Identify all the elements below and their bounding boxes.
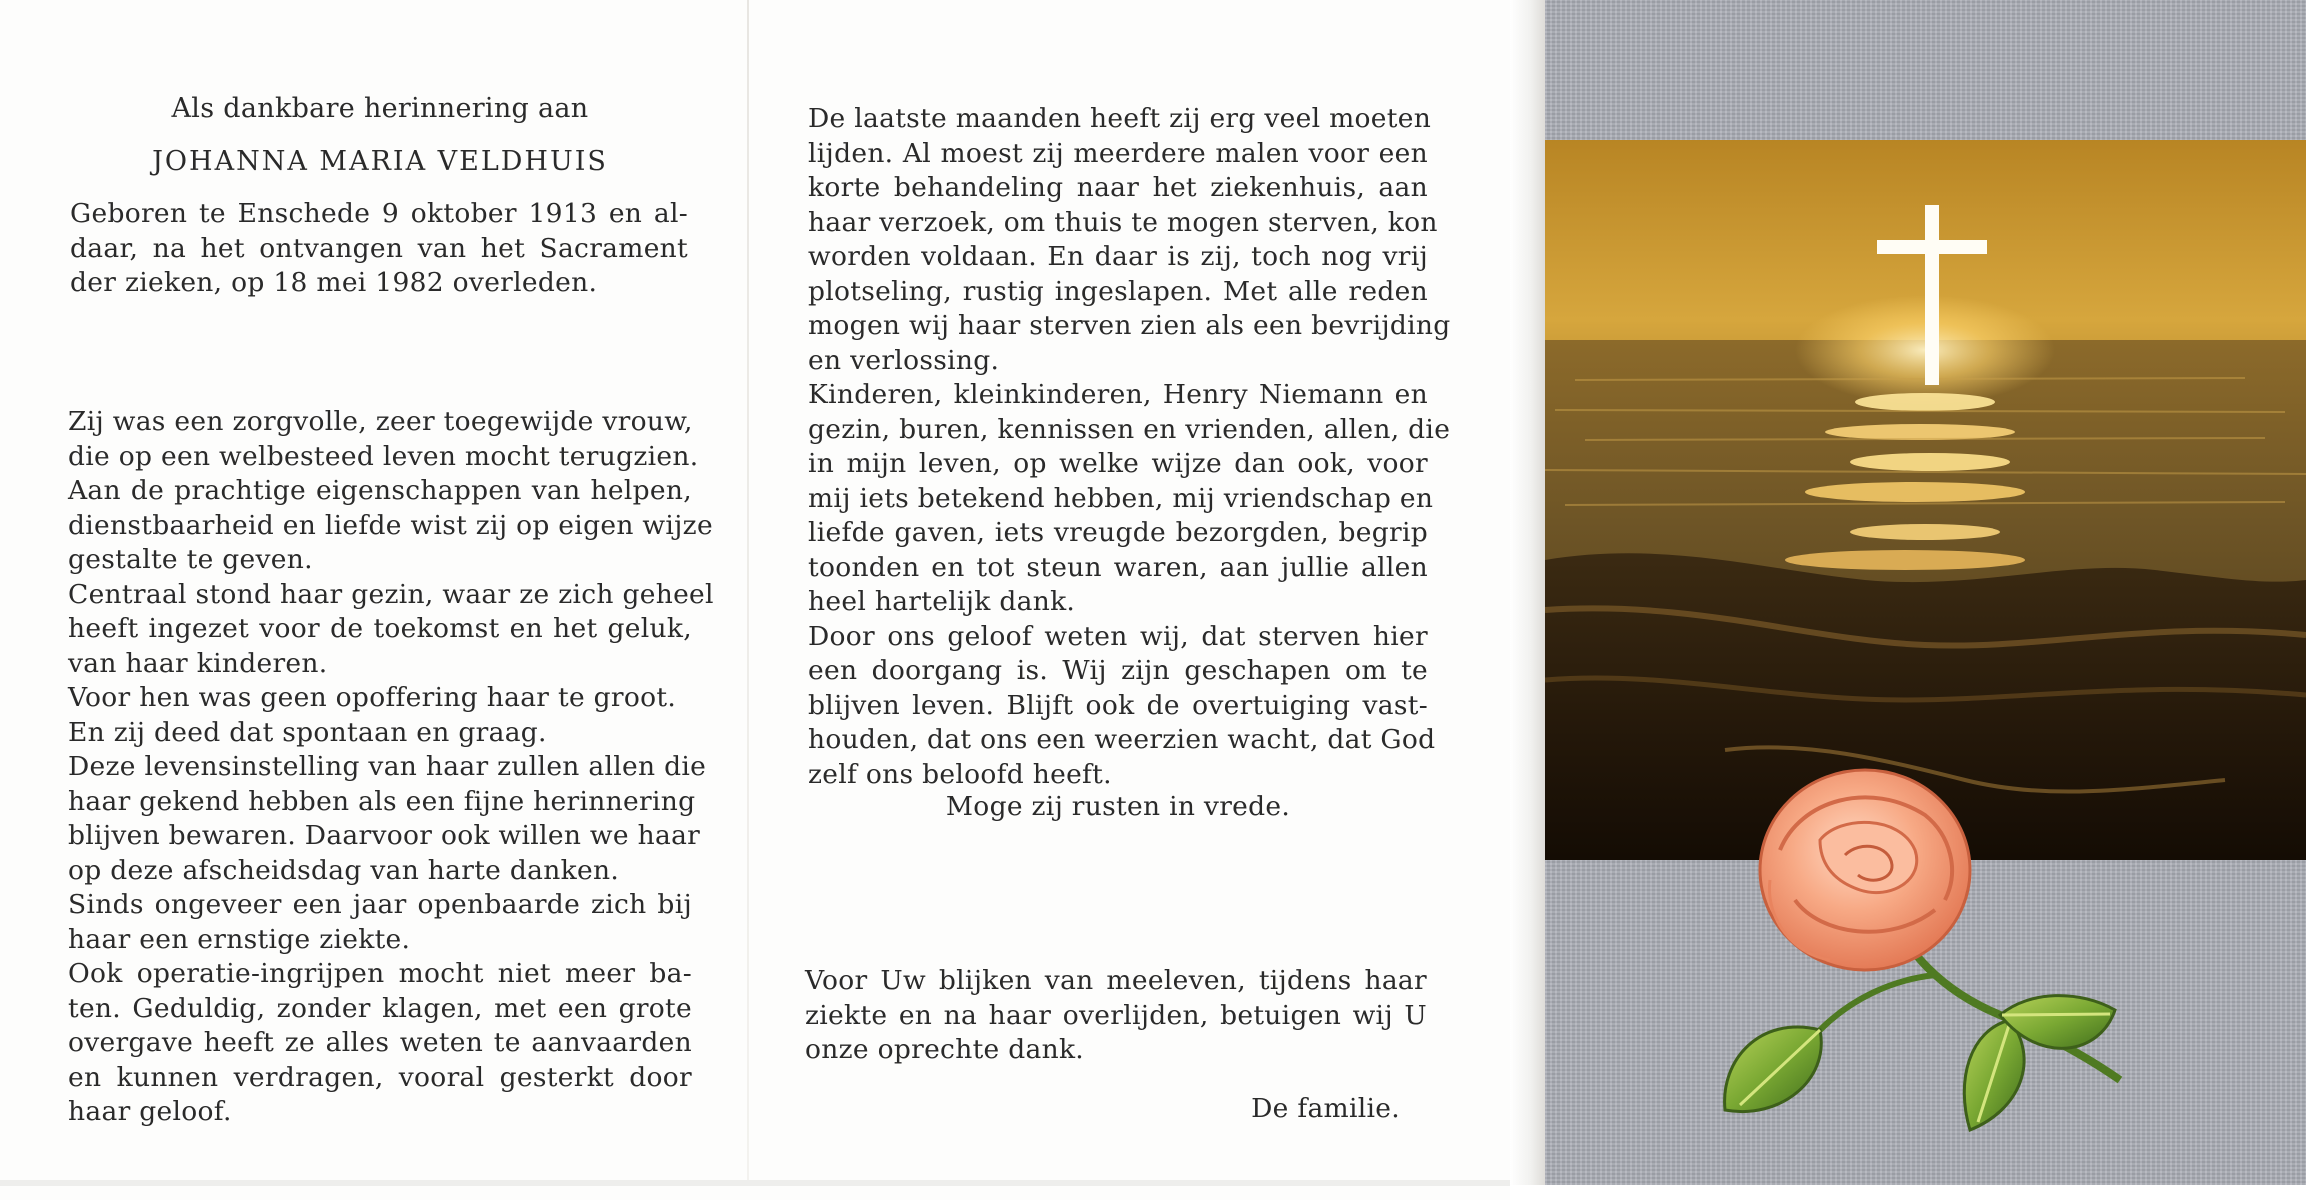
text-line: mij iets betekend hebben, mij vriendschap en [808, 482, 1434, 514]
fold-line-left [747, 0, 749, 1180]
text-line: blijven leven. Blijft ook de overtuiging vast- [808, 689, 1428, 721]
text-line: heeft ingezet voor de toekomst en het geluk, [68, 613, 692, 644]
text-line: Door ons geloof weten wij, dat sterven hier [808, 620, 1428, 652]
text-line: zelf ons beloofd heeft. [808, 758, 1112, 790]
text-line: dienstbaarheid en liefde wist zij op eigen wijze [68, 509, 713, 541]
birth-death-paragraph [70, 197, 688, 301]
card-bottom-edge [0, 1180, 1510, 1186]
card-edge [1510, 0, 1545, 1185]
text-line: Sinds ongeveer een jaar openbaarde zich bij [68, 889, 692, 920]
text-line: overgave heeft ze alles weten te aanvaarden [68, 1027, 692, 1058]
text-line: Voor Uw blijken van meeleven, tijdens haar [805, 965, 1427, 996]
text-line: van haar kinderen. [68, 647, 328, 679]
text-line: Kinderen, kleinkinderen, Henry Niemann en [808, 379, 1428, 410]
family-signature: De familie. [1251, 1093, 1400, 1124]
final-months-paragraph [808, 102, 1451, 792]
text-line: worden voldaan. En daar is zij, toch nog vrij [808, 241, 1428, 272]
text-line: Zij was een zorgvolle, zeer toegewijde vrouw, [68, 406, 693, 437]
text-line: ten. Geduldig, zonder klagen, met een grote [68, 992, 692, 1024]
text-line: korte behandeling naar het ziekenhuis, aan [808, 172, 1428, 203]
text-line: toonden en tot steun waren, aan jullie allen [808, 551, 1428, 583]
sunset-sea-photo [1545, 140, 2306, 860]
text-line: Deze levensinstelling van haar zullen allen die [68, 751, 707, 782]
text-line: lijden. Al moest zij meerdere malen voor een [808, 137, 1428, 169]
text-line: haar een ernstige ziekte. [68, 923, 411, 955]
text-line: Aan de prachtige eigenschappen van helpen, [68, 475, 692, 506]
life-paragraph [68, 405, 714, 1130]
text-line: haar gekend hebben als een fijne herinnering [68, 785, 696, 817]
text-line: in mijn leven, op welke wijze dan ook, voor [808, 448, 1428, 479]
text-line: ziekte en na haar overlijden, betuigen wij U [805, 999, 1427, 1031]
text-line: mogen wij haar sterven zien als een bevrijding [808, 310, 1451, 341]
text-line: liefde gaven, iets vreugde bezorgden, begrip [808, 517, 1428, 548]
text-line: blijven bewaren. Daarvoor ook willen we haar [68, 820, 701, 851]
text-line: Ook operatie-ingrijpen mocht niet meer ba- [68, 958, 692, 989]
text-line: heel hartelijk dank. [808, 586, 1076, 617]
text-line: plotseling, rustig ingeslapen. Met alle reden [808, 275, 1428, 307]
text-line: een doorgang is. Wij zijn geschapen om te [808, 655, 1428, 686]
text-line: haar verzoek, om thuis te mogen sterven, kon [808, 206, 1438, 238]
text-line: Centraal stond haar gezin, waar ze zich geheel [68, 578, 714, 610]
text-line: die op een welbesteed leven mocht terugzien. [68, 440, 699, 472]
text-line: gezin, buren, kennissen en vrienden, allen, die [808, 413, 1451, 445]
text-line: der zieken, op 18 mei 1982 overleden. [70, 267, 598, 298]
text-line: Voor hen was geen opoffering haar te groot. [68, 682, 677, 713]
intro-text: Als dankbare herinnering aan [171, 93, 589, 124]
rest-in-peace-line: Moge zij rusten in vrede. [945, 791, 1291, 822]
text-line: gestalte te geven. [68, 544, 313, 575]
text-line: En zij deed dat spontaan en graag. [68, 716, 547, 748]
text-line: en kunnen verdragen, vooral gesterkt door [68, 1061, 692, 1093]
text-line: Geboren te Enschede 9 oktober 1913 en al- [70, 198, 688, 229]
deceased-name: JOHANNA MARIA VELDHUIS [152, 146, 608, 177]
rose-icon [1700, 760, 2150, 1140]
text-line: haar geloof. [68, 1096, 232, 1127]
text-line: daar, na het ontvangen van het Sacrament [70, 232, 688, 264]
thanks-paragraph [805, 964, 1427, 1068]
text-line: op deze afscheidsdag van harte danken. [68, 854, 620, 886]
text-line: houden, dat ons een weerzien wacht, dat God [808, 724, 1436, 755]
text-line: onze oprechte dank. [805, 1034, 1085, 1065]
text-line: en verlossing. [808, 344, 1000, 376]
text-line: De laatste maanden heeft zij erg veel moeten [808, 103, 1432, 134]
